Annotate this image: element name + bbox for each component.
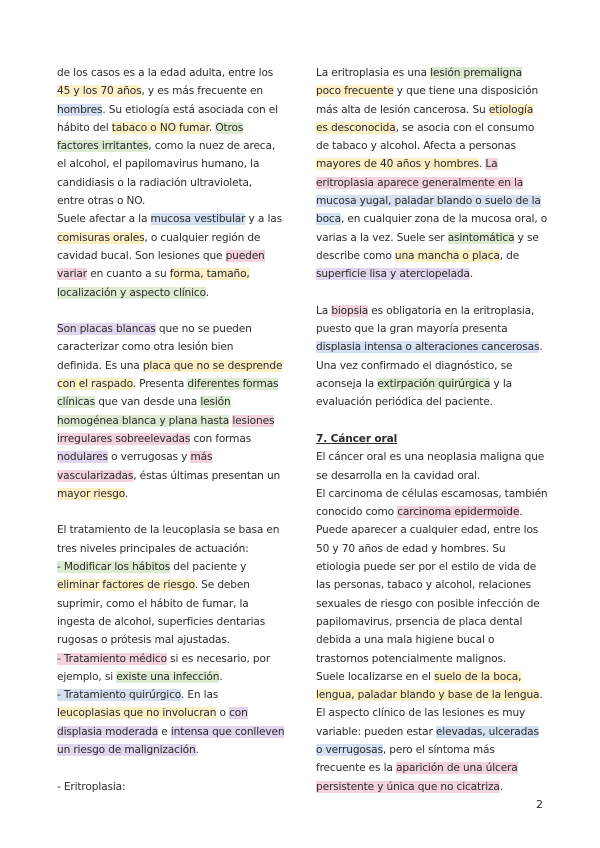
- text-line: [316, 650, 548, 668]
- text-segment: ejemplo, si: [57, 670, 117, 683]
- text-line: [316, 302, 548, 320]
- text-line: [57, 448, 289, 466]
- text-segment: .: [478, 158, 486, 171]
- highlighted-text: biopsia: [331, 304, 369, 317]
- text-segment: más alta de lesión cancerosa. Su: [316, 103, 489, 116]
- text-segment: 50 y 70 años de edad y hombres. Su: [316, 542, 506, 555]
- text-line: [57, 192, 289, 210]
- highlighted-text: mayores de 40 años y hombres: [316, 158, 479, 171]
- text-line: [57, 467, 289, 485]
- text-line: [316, 375, 548, 393]
- highlighted-text: etiología: [488, 103, 534, 116]
- highlighted-text: displasia moderada: [57, 725, 159, 738]
- text-line: [316, 576, 548, 594]
- text-line: [316, 631, 548, 649]
- text-segment: , en cualquier zona de la mucosa oral, o: [340, 213, 548, 226]
- text-segment: , se asocia con el consumo: [395, 121, 535, 134]
- paragraph-gap: [316, 412, 548, 430]
- text-line: [57, 668, 289, 686]
- text-line: [57, 741, 289, 759]
- text-line: [316, 320, 548, 338]
- highlighted-text: mayor riesgo: [57, 487, 125, 500]
- text-line: [316, 704, 548, 722]
- text-segment: .: [539, 341, 543, 354]
- text-line: [57, 137, 289, 155]
- right-column: [316, 64, 548, 796]
- text-line: [57, 210, 289, 228]
- text-segment: debida a una mala higiene bucal o: [316, 634, 495, 647]
- text-segment: sexuales de riesgo con posible infección de: [316, 597, 540, 610]
- highlighted-text: Otros: [215, 121, 244, 134]
- text-line: [316, 265, 548, 283]
- text-line: [316, 430, 548, 448]
- highlighted-text: 45 y los 70 años: [57, 85, 142, 98]
- text-line: [316, 192, 548, 210]
- text-line: [316, 723, 548, 741]
- highlighted-text: suelo de la boca,: [434, 670, 522, 683]
- text-segment: papilomavirus, prsencia de placa dental: [316, 615, 523, 628]
- text-segment: se desarrolla en la cavidad oral.: [316, 469, 481, 482]
- text-segment: que no se pueden: [155, 323, 252, 336]
- text-line: [57, 119, 289, 137]
- highlighted-text: intensa que conlleven: [170, 725, 285, 738]
- highlighted-text: elevadas, ulceradas: [435, 725, 539, 738]
- text-line: [316, 174, 548, 192]
- text-segment: .: [499, 780, 503, 793]
- highlighted-text: displasia intensa o alteraciones cancerosas: [316, 341, 540, 354]
- highlighted-text: - Modificar los hábitos: [57, 561, 171, 574]
- text-line: [57, 229, 289, 247]
- text-line: [57, 247, 289, 265]
- highlighted-text: lesión premaligna: [430, 67, 522, 79]
- text-segment: las personas, tabaco y alcohol, relaciones: [316, 579, 531, 592]
- text-segment: , o cualquier región de: [144, 231, 261, 244]
- text-segment: El tratamiento de la leucoplasia se basa en: [57, 524, 280, 537]
- text-segment: y la: [490, 378, 512, 391]
- highlighted-text: homogénea blanca y plana hasta: [57, 414, 230, 427]
- highlighted-text: una mancha o placa: [394, 249, 500, 262]
- highlighted-text: vascularizadas: [57, 469, 134, 482]
- text-line: [316, 485, 548, 503]
- text-segment: cavidad bucal. Son lesiones que: [57, 249, 226, 262]
- text-line: [316, 613, 548, 631]
- text-line: [316, 64, 548, 82]
- text-segment: evaluación periódica del paciente.: [316, 396, 493, 409]
- text-line: [57, 320, 289, 338]
- text-line: [316, 540, 548, 558]
- text-line: [316, 155, 548, 173]
- text-segment: . En las: [180, 689, 219, 702]
- text-segment: caracterizar como otra lesión bien: [57, 341, 234, 354]
- text-segment: variable: pueden estar: [316, 725, 436, 738]
- highlighted-text: tabaco o NO fumar: [111, 121, 209, 134]
- text-line: [316, 101, 548, 119]
- text-segment: . Se deben: [194, 579, 250, 592]
- text-line: [316, 448, 548, 466]
- text-line: [57, 338, 289, 356]
- text-segment: El carcinoma de células escamosas, también: [316, 487, 548, 500]
- text-segment: .: [124, 487, 129, 500]
- text-segment: .: [539, 689, 543, 702]
- text-segment: Una vez confirmado el diagnóstico, se: [316, 359, 513, 372]
- text-segment: si es necesario, por: [166, 652, 271, 665]
- text-line: [57, 430, 289, 448]
- text-line: [57, 357, 289, 375]
- text-segment: .: [219, 670, 223, 683]
- highlighted-text: existe una infección: [116, 670, 220, 683]
- text-line: [57, 375, 289, 393]
- left-column: [57, 64, 289, 796]
- text-line: [57, 686, 289, 704]
- paragraph-gap: [57, 759, 289, 777]
- highlighted-text: lesiones: [232, 414, 275, 427]
- text-line: [57, 576, 289, 594]
- highlighted-text: eritroplasia aparece generalmente en la: [316, 176, 524, 189]
- text-segment: El aspecto clínico de las lesiones es muy: [316, 707, 526, 720]
- highlighted-text: clínicas: [57, 396, 96, 409]
- text-segment: o verrugosas y: [107, 451, 191, 464]
- text-segment: La: [316, 304, 332, 317]
- text-segment: y se: [514, 231, 539, 244]
- text-line: [316, 778, 548, 796]
- text-segment: Suele localizarse en el: [316, 670, 435, 683]
- highlighted-text: - Tratamiento médico: [57, 652, 167, 665]
- text-segment: candidiasis o la radiación ultravioleta,: [57, 176, 253, 189]
- text-line: [316, 558, 548, 576]
- highlighted-text: carcinoma epidermoide: [397, 506, 520, 519]
- text-segment: trastornos potencialmente malignos.: [316, 652, 507, 665]
- section-heading: 7. Cáncer oral: [316, 432, 398, 445]
- text-segment: varias a la vez. Suele ser: [316, 231, 448, 244]
- text-line: [57, 723, 289, 741]
- highlighted-text: persistente y única que no cicatriza: [316, 780, 500, 793]
- text-line: [316, 357, 548, 375]
- text-line: [57, 284, 289, 302]
- text-segment: suprimir, como el hábito de fumar, la: [57, 597, 249, 610]
- highlighted-text: pueden: [225, 249, 265, 262]
- highlighted-text: comisuras orales: [57, 231, 145, 244]
- text-segment: y a las: [245, 213, 282, 226]
- highlighted-text: nodulares: [57, 451, 108, 464]
- text-segment: de tabaco y alcohol. Afecta a personas: [316, 140, 516, 153]
- highlighted-text: placa que no se desprende: [142, 359, 283, 372]
- text-line: [57, 631, 289, 649]
- text-segment: describe como: [316, 249, 395, 262]
- text-segment: el alcohol, el papilomavirus humano, la: [57, 158, 260, 171]
- text-line: [57, 595, 289, 613]
- text-segment: o: [216, 707, 230, 720]
- text-segment: con formas: [190, 432, 252, 445]
- text-segment: e: [158, 725, 171, 738]
- text-segment: y que tiene una disposición: [393, 85, 539, 98]
- highlighted-text: mucosa yugal, paladar blando o suelo de la: [316, 195, 541, 208]
- text-line: [316, 759, 548, 777]
- highlighted-text: con el raspado: [57, 378, 133, 391]
- text-segment: frecuente es la: [316, 762, 396, 775]
- text-line: [57, 155, 289, 173]
- highlighted-text: extirpación quirúrgica: [377, 378, 491, 391]
- text-segment: , de: [499, 249, 520, 262]
- text-segment: es obligatoria en la eritroplasia,: [368, 304, 535, 317]
- text-line: [57, 64, 289, 82]
- text-segment: .: [195, 743, 199, 756]
- text-line: [316, 229, 548, 247]
- text-segment: tres niveles principales de actuación:: [57, 542, 249, 555]
- text-segment: El cáncer oral es una neoplasia maligna que: [316, 451, 545, 464]
- paragraph-gap: [316, 284, 548, 302]
- highlighted-text: asintomática: [447, 231, 515, 244]
- text-line: [316, 595, 548, 613]
- paragraph-gap: [57, 503, 289, 521]
- text-segment: , pero el síntoma más: [382, 743, 495, 756]
- text-segment: hábito del: [57, 121, 112, 134]
- text-segment: .: [469, 268, 474, 281]
- text-line: [57, 778, 289, 796]
- highlighted-text: eliminar factores de riesgo: [57, 579, 195, 592]
- text-line: [316, 503, 548, 521]
- text-line: [57, 265, 289, 283]
- highlighted-text: variar: [57, 268, 88, 281]
- highlighted-text: forma, tamaño,: [169, 268, 250, 281]
- highlighted-text: o verrugosas: [316, 743, 383, 756]
- highlighted-text: boca: [316, 213, 341, 226]
- highlighted-text: mucosa vestibular: [150, 213, 246, 226]
- highlighted-text: leucoplasias que no involucran: [57, 707, 217, 720]
- text-segment: La eritroplasia es una: [316, 67, 431, 79]
- text-line: [316, 668, 548, 686]
- text-line: [57, 82, 289, 100]
- text-segment: en cuanto a su: [87, 268, 170, 281]
- highlighted-text: irregulares sobreelevadas: [57, 432, 191, 445]
- text-segment: de los casos es a la edad adulta, entre los: [57, 67, 274, 79]
- highlighted-text: poco frecuente: [316, 85, 394, 98]
- highlighted-text: diferentes formas: [187, 378, 279, 391]
- text-line: [57, 558, 289, 576]
- text-segment: - Eritroplasia:: [57, 780, 126, 793]
- text-line: [57, 485, 289, 503]
- text-segment: del paciente y: [170, 561, 247, 574]
- text-line: [316, 119, 548, 137]
- text-line: [316, 137, 548, 155]
- text-segment: ingesta de alcohol, superficies dentarias: [57, 615, 266, 628]
- text-segment: entre otras o NO.: [57, 195, 146, 208]
- text-line: [57, 101, 289, 119]
- highlighted-text: localización y aspecto clínico: [57, 286, 206, 299]
- page-number: 2: [536, 798, 543, 811]
- text-segment: conocido como: [316, 506, 398, 519]
- text-segment: , y es más frecuente en: [141, 85, 263, 98]
- highlighted-text: con: [229, 707, 248, 720]
- text-segment: . Presenta: [132, 378, 188, 391]
- text-line: [57, 412, 289, 430]
- text-line: [316, 686, 548, 704]
- text-segment: Puede aparecer a cualquier edad, entre los: [316, 524, 539, 537]
- text-line: [316, 393, 548, 411]
- highlighted-text: más: [190, 451, 213, 464]
- text-segment: que van desde una: [95, 396, 201, 409]
- text-line: [316, 247, 548, 265]
- text-segment: , como la nuez de areca,: [148, 140, 276, 153]
- text-segment: rugosas o prótesis mal ajustadas.: [57, 634, 230, 647]
- text-segment: , éstas últimas presentan un: [133, 469, 281, 482]
- highlighted-text: aparición de una úlcera: [396, 762, 518, 775]
- highlighted-text: La: [485, 158, 498, 171]
- highlighted-text: Son placas blancas: [57, 323, 156, 336]
- text-line: [316, 82, 548, 100]
- text-line: [57, 650, 289, 668]
- text-line: [316, 521, 548, 539]
- text-line: [316, 210, 548, 228]
- paragraph-gap: [57, 302, 289, 320]
- text-segment: aconseja la: [316, 378, 378, 391]
- highlighted-text: lesión: [200, 396, 231, 409]
- highlighted-text: factores irritantes: [57, 140, 149, 153]
- text-segment: .: [519, 506, 523, 519]
- text-segment: .: [205, 286, 209, 299]
- text-segment: definida. Es una: [57, 359, 143, 372]
- text-line: [57, 704, 289, 722]
- highlighted-text: superficie lisa y aterciopelada: [316, 268, 470, 281]
- highlighted-text: hombres: [57, 103, 103, 116]
- text-line: [57, 521, 289, 539]
- text-line: [57, 540, 289, 558]
- text-segment: .: [208, 121, 216, 134]
- text-segment: puesto que la gran mayoría presenta: [316, 323, 508, 336]
- text-line: [57, 174, 289, 192]
- text-line: [316, 741, 548, 759]
- text-segment: etiologia puede ser por el estilo de vida de: [316, 561, 537, 574]
- text-line: [57, 393, 289, 411]
- highlighted-text: lengua, paladar blando y base de la lengua: [316, 689, 540, 702]
- highlighted-text: es desconocida: [316, 121, 396, 134]
- text-line: [316, 467, 548, 485]
- highlighted-text: - Tratamiento quirúrgico: [57, 689, 181, 702]
- text-segment: . Su etiología está asociada con el: [102, 103, 278, 116]
- highlighted-text: un riesgo de malignización: [57, 743, 196, 756]
- text-line: [57, 613, 289, 631]
- text-segment: Suele afectar a la: [57, 213, 151, 226]
- text-line: [316, 338, 548, 356]
